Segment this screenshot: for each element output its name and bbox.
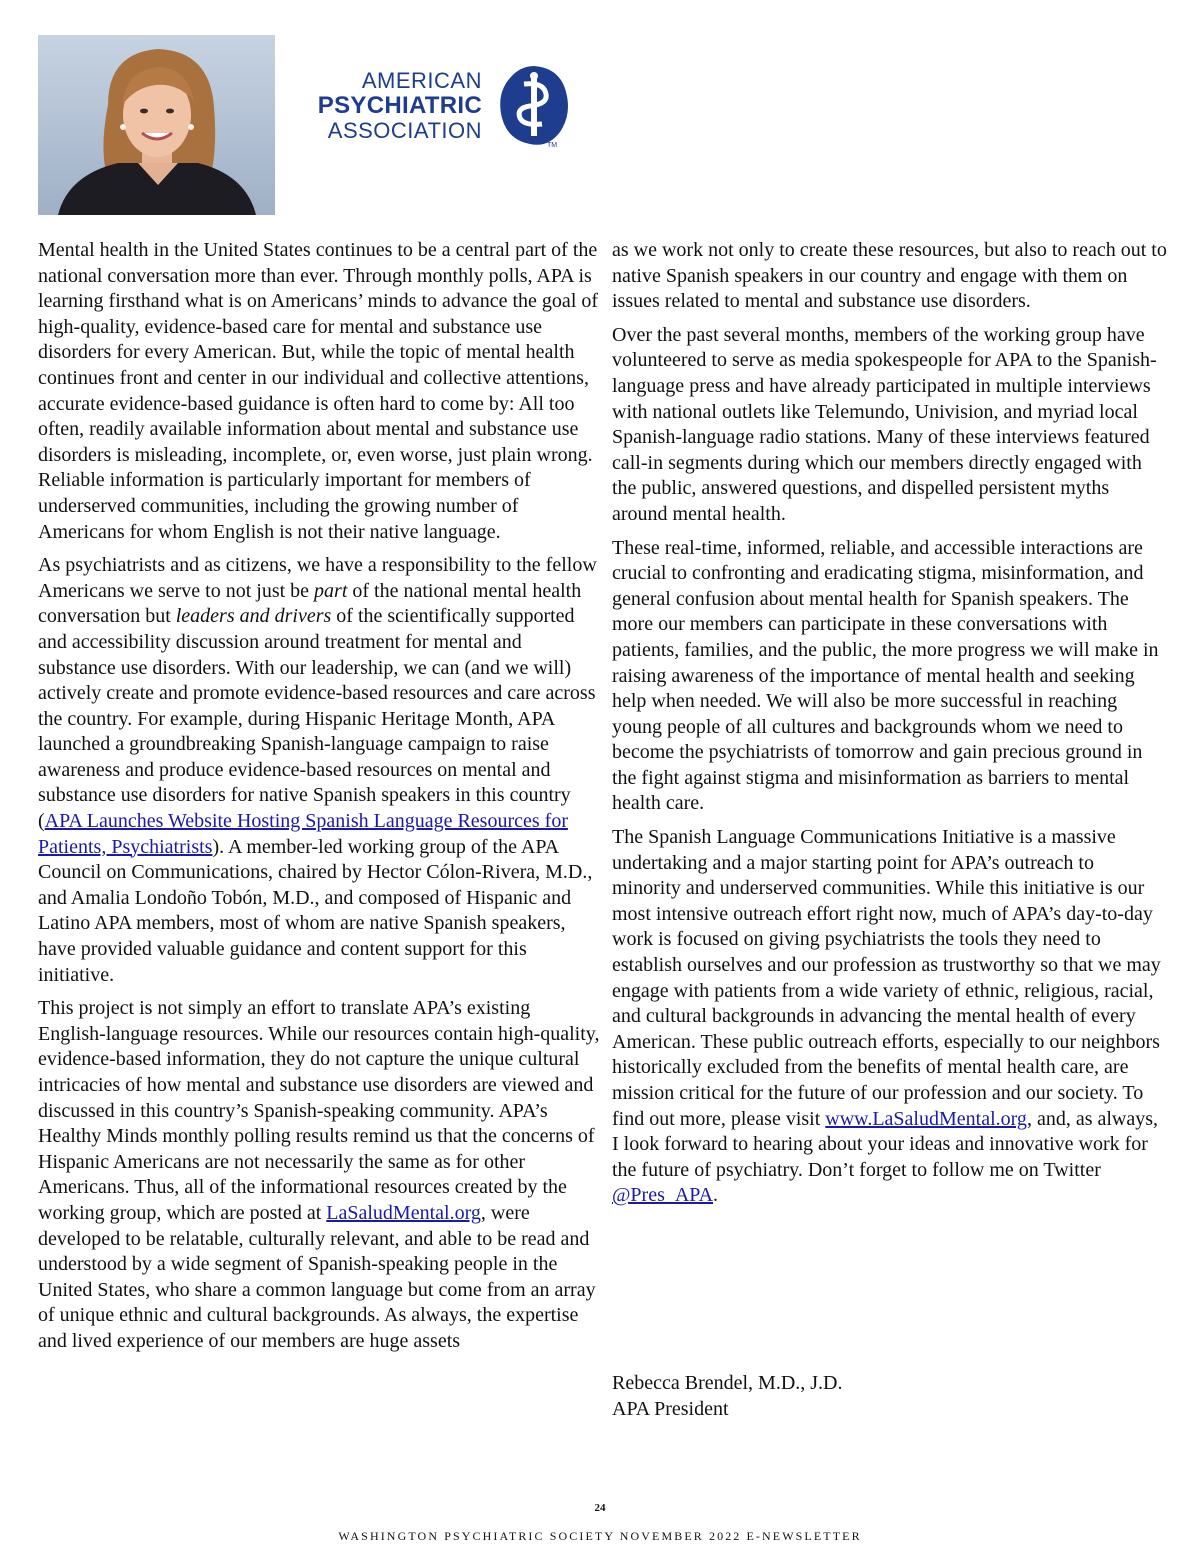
lasaludmental-www-link[interactable]: www.LaSaludMental.org <box>825 1107 1027 1130</box>
text-run: of the national mental health conversation but <box>38 579 582 628</box>
signature-block <box>612 1371 843 1422</box>
apa-caduceus-emblem-icon <box>494 62 574 148</box>
text-run: , and, as always, I look forward to hearing about your ideas and innovative work for the future of psychiatry. Don’t forget to follow me on Twitter <box>612 1107 1159 1181</box>
logo-line-psychiatric: PSYCHIATRIC <box>317 92 482 119</box>
lasaludmental-link[interactable]: LaSaludMental.org <box>326 1201 481 1224</box>
president-portrait-photo <box>38 35 275 215</box>
text-run: of the scientifically supported and accessibility discussion around treatment for mental and substance use disorders. With our leadership, we can (and we will) actively create and promote evidence-based resources and care across the country. For example, during Hispanic Heritage Month, APA launched a groundbreaking Spanish-language campaign to raise awareness and produce evidence-based resources on mental and substance use disorders for native Spanish speakers in this country ( <box>38 605 596 833</box>
publication-footer: WASHINGTON PSYCHIATRIC SOCIETY NOVEMBER 2022 E-NEWSLETTER <box>338 1529 862 1543</box>
text-run: The Spanish Language Communications Initiative is a massive undertaking and a major starting point for APA’s outreach to minority and underserved communities. While this initiative is our most intensive outreach effort right now, much of APA’s day-to-day work is focused on giving psychiatrists the tools they need to establish ourselves and our profession as trustworthy so that we may engage with patients from a wide variety of ethnic, religious, racial, and cultural backgrounds in advancing the mental health of every American. These public outreach efforts, especially to our neighbors historically excluded from the benefits of mental health care, are mission critical for the future of our profession and our society. To find out more, please visit <box>612 826 1161 1130</box>
twitter-handle-link[interactable]: @Pres_APA <box>612 1184 714 1207</box>
text-run: This project is not simply an effort to translate APA’s existing English-language resources. While our resources contain high-quality, evidence-based information, they do not capture the unique cultural intricacies of how mental and substance use disorders are viewed and discussed in this country’s Spanish-speaking community. APA’s Healthy Minds monthly polling results remind us that the concerns of Hispanic Americans are not necessarily the same as for other Americans. Thus, all of the informational resources created by the working group, which are posted at <box>38 997 600 1224</box>
text-run: As psychiatrists and as citizens, we have a responsibility to the fellow Americans we serve to not just be <box>38 554 597 602</box>
text-run: , were developed to be relatable, culturally relevant, and able to be read and understood by a wide segment of Spanish-speaking people in the United States, who share a common language but come from an array of unique ethnic and cultural backgrounds. As always, the expertise and lived experience of our members are huge assets <box>38 1201 596 1352</box>
text-run: ). A member-led working group of the APA Council on Communications, chaired by Hector Cólon-Rivera, M.D., and Amalia Londoño Tobón, M.D., and composed of Hispanic and Latino APA members, most of whom are native Spanish speakers, have provided valuable guidance and content support for this initiative. <box>38 835 593 986</box>
text-run: . <box>713 1184 719 1207</box>
logo-line-american: AMERICAN <box>361 68 482 93</box>
paragraph <box>38 996 600 1354</box>
signature-name: Rebecca Brendel, M.D., J.D. <box>612 1372 843 1394</box>
portrait-icon <box>38 35 275 215</box>
apa-spanish-resources-link[interactable]: APA Launches Website Hosting Spanish Language Resources for Patients, Psychiatrists <box>38 810 568 858</box>
paragraph <box>38 553 600 988</box>
apa-logo-wordmark <box>310 69 482 143</box>
signature-title: APA President <box>612 1397 729 1420</box>
apa-logo <box>310 62 590 157</box>
logo-trademark: TM <box>547 142 558 149</box>
emphasis: leaders and drivers <box>175 605 332 628</box>
paragraph: Over the past several months, members of the working group have volunteered to serve as media spokespeople for APA to the Spanish-language press and have already participated in multiple interviews with national outlets like Telemundo, Univision, and myriad local Spanish-language radio stations. Many of these interviews featured call-in segments during which our members directly engaged with the public, answered questions, and dispelled persistent myths around mental health. <box>612 323 1157 525</box>
page-number: 24 <box>594 1502 606 1514</box>
article-column-left <box>38 238 600 1363</box>
paragraph <box>612 825 1167 1209</box>
paragraph: Mental health in the United States continues to be a central part of the national conversation more than ever. Through monthly polls, APA is learning firsthand what is on Americans’ minds to advance the goal of high-quality, evidence-based care for mental and substance use disorders for every American. But, while the topic of mental health continues front and center in our individual and collective attentions, accurate evidence-based guidance is often hard to come by: All too often, readily available information about mental and substance use disorders is misleading, incomplete, or, even worse, just plain wrong. Reliable information is particularly important for members of underserved communities, including the growing number of Americans for whom English is not their native language. <box>38 239 599 543</box>
paragraph: These real-time, informed, reliable, and accessible interactions are crucial to confronting and eradicating stigma, misinformation, and general confusion about mental health for Spanish speakers. The more our members can participate in these conversations with patients, families, and the public, the more progress we will make in raising awareness of the importance of mental health and seeking help when needed. We will also be more successful in reaching young people of all cultures and backgrounds whom we need to become the psychiatrists of tomorrow and gain precious ground in the fight against stigma and misinformation as barriers to mental health care. <box>612 536 1159 815</box>
article-column-right <box>612 238 1167 1217</box>
paragraph: as we work not only to create these resources, but also to reach out to native Spanish speakers in our country and engage with them on issues related to mental and substance use disorders. <box>612 239 1167 313</box>
logo-line-association: ASSOCIATION <box>327 118 482 143</box>
emphasis: part <box>314 579 348 602</box>
